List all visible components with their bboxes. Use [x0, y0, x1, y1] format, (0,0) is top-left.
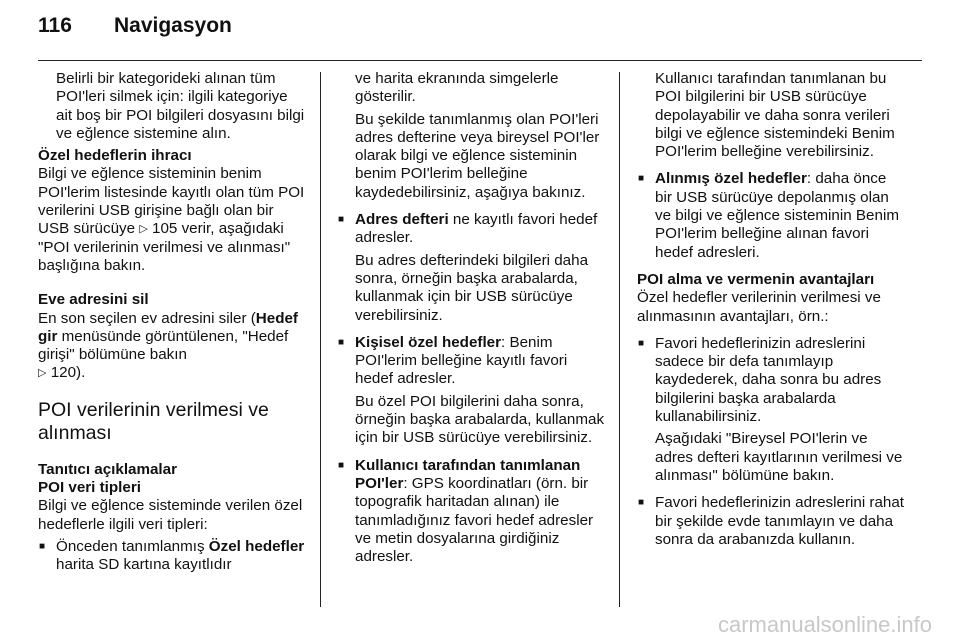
bullet-square-icon: ■ — [638, 497, 645, 509]
page-number: 116 — [38, 14, 72, 37]
bullet-item: ■ Kullanıcı tarafından tanımlanan POI'ler: GPS koordinatları (örn. bir topografik haritadan alınan) ile tanımladığınız favori hedef adresler ve metin dosyalarına girdiğiniz adresler. — [338, 456, 594, 566]
page-title: Navigasyon — [114, 14, 232, 37]
bullet-item: ■ Önceden tanımlanmış Özel hedefler harita SD kartına kayıtlıdır — [39, 537, 305, 574]
advantages-heading: POI alma ve vermenin avantajları — [637, 270, 875, 288]
paragraph: Aşağıdaki "Bireysel POI'lerin ve adres defteri kayıtlarının verilmesi ve alınması" bölümüne bakın. — [655, 430, 903, 484]
page-header — [38, 14, 922, 44]
bullet-item: ■ Alınmış özel hedefler: daha önce bir USB sürücüye depolanmış olan ve bilgi ve eğlence sisteminin Benim POI'lerim belleğine alınan favori hedef adresleri. — [638, 170, 899, 261]
paragraph: Bu özel POI bilgilerini daha sonra, örneğin başka arabalarda, kullanmak için bir USB sürücüye verebilirsiniz. — [355, 392, 605, 447]
column-left — [38, 70, 306, 575]
column-right — [637, 70, 905, 549]
section-title: POI verilerinin verilmesi ve alınması — [38, 398, 269, 444]
paragraph: ve harita ekranında simgelerle gösterilir. — [355, 70, 559, 106]
home-heading: Eve adresini sil — [38, 291, 149, 309]
cross-reference-arrow-icon: ▷ — [38, 367, 47, 380]
intro-paragraph: Belirli bir kategorideki alınan tüm POI'leri silmek için: ilgili kategoriye ait boş bir POI bilgileri dosyasını bilgi ve eğlence sistemine alın. — [56, 70, 305, 142]
bullet-square-icon: ■ — [338, 214, 345, 226]
home-paragraph: En son seçilen ev adresini siler (Hedef gir menüsünde görüntülenen, "Hedef girişi" bölümüne bakın ▷ 120). — [38, 309, 298, 382]
menu-name: Hedef gir — [38, 309, 298, 345]
header-rule — [38, 60, 922, 61]
bullet-item: ■ Favori hedeflerinizin adreslerini rahat bir şekilde evde tanımlayın ve daha sonra da arabanızda kullanın. — [638, 494, 905, 548]
bullet-item: ■ Adres defteri ne kayıtlı favori hedef adresler. — [338, 211, 598, 247]
bullet-item: ■ Favori hedeflerinizin adreslerini sadece bir defa tanımlayıp kaydederek, daha sonra bu adres bilgilerini başka arabalarda kullanabilirsiniz. — [638, 334, 882, 426]
paragraph: Bu adres defterindeki bilgileri daha sonra, örneğin başka arabalarda, kullanmak için bir USB sürücüye verebilirsiniz. — [355, 251, 589, 324]
column-divider — [619, 72, 620, 607]
export-heading: Özel hedeflerin ihracı — [38, 147, 192, 165]
paragraph: Bu şekilde tanımlanmış olan POI'leri adres defterine veya bireysel POI'ler olarak bilgi ve eğlence sisteminin benim POI'lerim belleğine kaydedebilirsiniz, aşağıya bakınız. — [355, 110, 600, 201]
bullet-square-icon: ■ — [638, 337, 645, 349]
bullet-item: ■ Kişisel özel hedefler: Benim POI'lerim belleğine kayıtlı favori hedef adresler. — [338, 333, 568, 388]
intro-subheading: Tanıtıcı açıklamalar — [38, 460, 178, 478]
export-paragraph: Bilgi ve eğlence sisteminin benim POI'lerim listesinde kayıtlı olan tüm POI verilerini USB girişine bağlı olan bir USB sürücüye ▷ 105 verir, aşağıdaki "POI verilerinin verilmesi ve alınması" başlığına bakın. — [38, 165, 305, 274]
advantages-paragraph: Özel hedefler verilerinin verilmesi ve alınmasının avantajları, örn.: — [637, 289, 881, 325]
bullet-square-icon: ■ — [338, 459, 345, 471]
watermark: carmanualsonline.info — [717, 612, 932, 637]
column-middle — [337, 70, 605, 566]
bullet-square-icon: ■ — [39, 540, 46, 552]
bullet-square-icon: ■ — [338, 336, 345, 348]
paragraph: Kullanıcı tarafından tanımlanan bu POI bilgilerini bir USB sürücüye depolayabilir ve daha sonra verileri bilgi ve eğlence sistemindeki Benim POI'lerim belleğine verebilirsiniz. — [655, 70, 895, 161]
cross-reference-arrow-icon: ▷ — [139, 223, 148, 236]
column-divider — [320, 72, 321, 607]
bullet-square-icon: ■ — [638, 173, 645, 185]
types-heading: POI veri tipleri — [38, 479, 141, 497]
types-paragraph: Bilgi ve eğlence sisteminde verilen özel hedeflerle ilgili veri tipleri: — [38, 497, 303, 533]
